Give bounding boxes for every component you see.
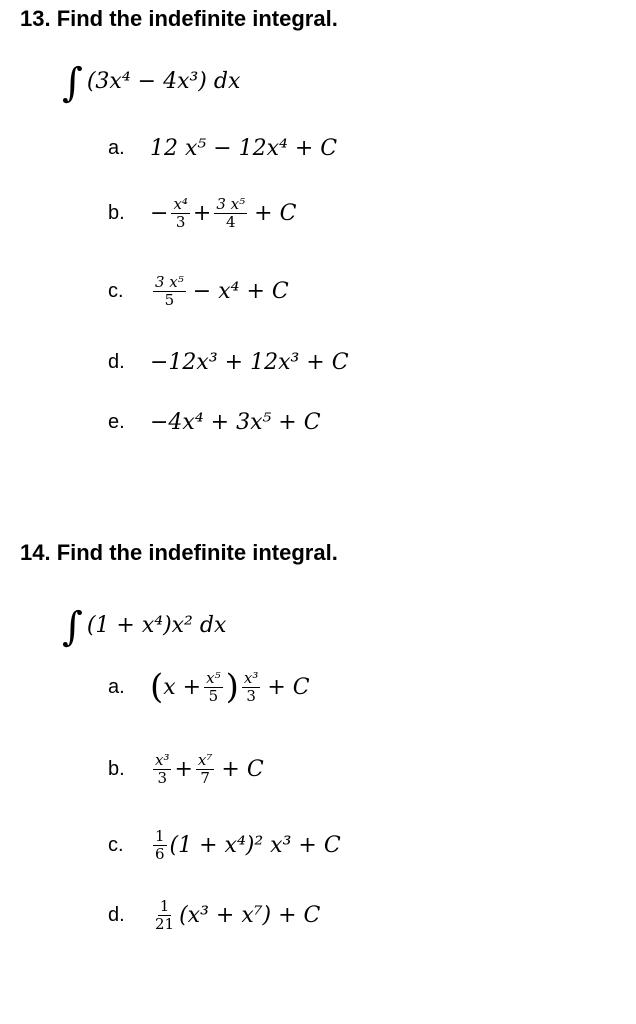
integral-sign-icon: ∫ xyxy=(62,604,83,650)
option-letter: a. xyxy=(108,675,125,698)
option-letter: b. xyxy=(108,757,125,780)
fraction xyxy=(214,196,247,230)
constant-term: + C xyxy=(254,200,297,226)
fraction-denominator: 5 xyxy=(164,290,175,309)
minus-sign: − xyxy=(150,200,169,226)
fraction xyxy=(171,196,189,230)
integrand: (1 + x⁴)x² dx xyxy=(86,613,227,638)
fraction-denominator: 4 xyxy=(225,212,236,231)
option-letter: b. xyxy=(108,201,125,224)
fraction xyxy=(153,828,167,862)
fraction-numerator: x³ xyxy=(243,669,259,687)
open-paren: ( xyxy=(150,667,164,707)
fraction-denominator: 3 xyxy=(175,212,186,231)
fraction-numerator: 3 x⁵ xyxy=(155,273,184,291)
fraction-numerator: x⁵ xyxy=(206,669,221,687)
fraction xyxy=(153,752,171,786)
option-letter: d. xyxy=(108,903,125,926)
question-14-title: 14. Find the indefinite integral. xyxy=(20,540,338,565)
integrand: (3x⁴ − 4x³) dx xyxy=(86,69,241,94)
close-paren: ) xyxy=(225,667,239,707)
fraction-numerator: x⁷ xyxy=(197,751,213,769)
q14-option-c[interactable] xyxy=(108,828,341,862)
integral-sign-icon: ∫ xyxy=(62,60,83,106)
option-letter: c. xyxy=(108,833,124,856)
remaining-terms: (x³ + x⁷) + C xyxy=(179,902,321,928)
q13-option-b[interactable] xyxy=(108,196,296,230)
option-expression: −12x³ + 12x³ + C xyxy=(150,350,349,375)
fraction-numerator: 1 xyxy=(159,897,170,915)
q14-option-d[interactable] xyxy=(108,898,320,932)
fraction xyxy=(153,898,176,932)
fraction-numerator: x⁴ xyxy=(173,195,188,213)
question-14-integral xyxy=(62,596,227,650)
q13-option-d[interactable] xyxy=(108,350,349,375)
fraction-denominator: 21 xyxy=(155,914,175,933)
q14-option-a[interactable] xyxy=(108,667,310,707)
expression-term: x + xyxy=(163,674,202,700)
fraction xyxy=(196,752,214,786)
question-13-integral xyxy=(62,52,241,106)
plus-sign: + xyxy=(174,756,193,782)
option-letter: a. xyxy=(108,137,125,159)
fraction-numerator: 1 xyxy=(155,827,165,845)
q13-option-a[interactable] xyxy=(108,136,337,161)
fraction-denominator: 3 xyxy=(157,768,168,787)
fraction-denominator: 3 xyxy=(246,686,256,705)
option-expression: −4x⁴ + 3x⁵ + C xyxy=(150,410,321,435)
fraction xyxy=(204,670,222,704)
constant-term: + C xyxy=(267,674,310,700)
fraction-denominator: 6 xyxy=(155,844,165,863)
plus-sign: + xyxy=(192,200,212,226)
question-13-title: 13. Find the indefinite integral. xyxy=(20,6,338,31)
option-letter: e. xyxy=(108,411,125,433)
fraction-numerator: x³ xyxy=(155,751,170,769)
q14-option-b[interactable] xyxy=(108,752,264,786)
remaining-terms: (1 + x⁴)² x³ + C xyxy=(169,832,341,858)
fraction-numerator: 3 x⁵ xyxy=(216,195,246,213)
fraction xyxy=(242,670,260,704)
q13-option-e[interactable] xyxy=(108,410,321,435)
fraction xyxy=(153,274,186,308)
fraction-denominator: 7 xyxy=(200,768,210,787)
remaining-terms: − x⁴ + C xyxy=(192,278,289,304)
constant-term: + C xyxy=(221,756,264,782)
option-letter: c. xyxy=(108,279,124,302)
option-letter: d. xyxy=(108,351,125,373)
fraction-denominator: 5 xyxy=(208,686,219,705)
option-expression: 12 x⁵ − 12x⁴ + C xyxy=(150,136,338,161)
q13-option-c[interactable] xyxy=(108,274,289,308)
